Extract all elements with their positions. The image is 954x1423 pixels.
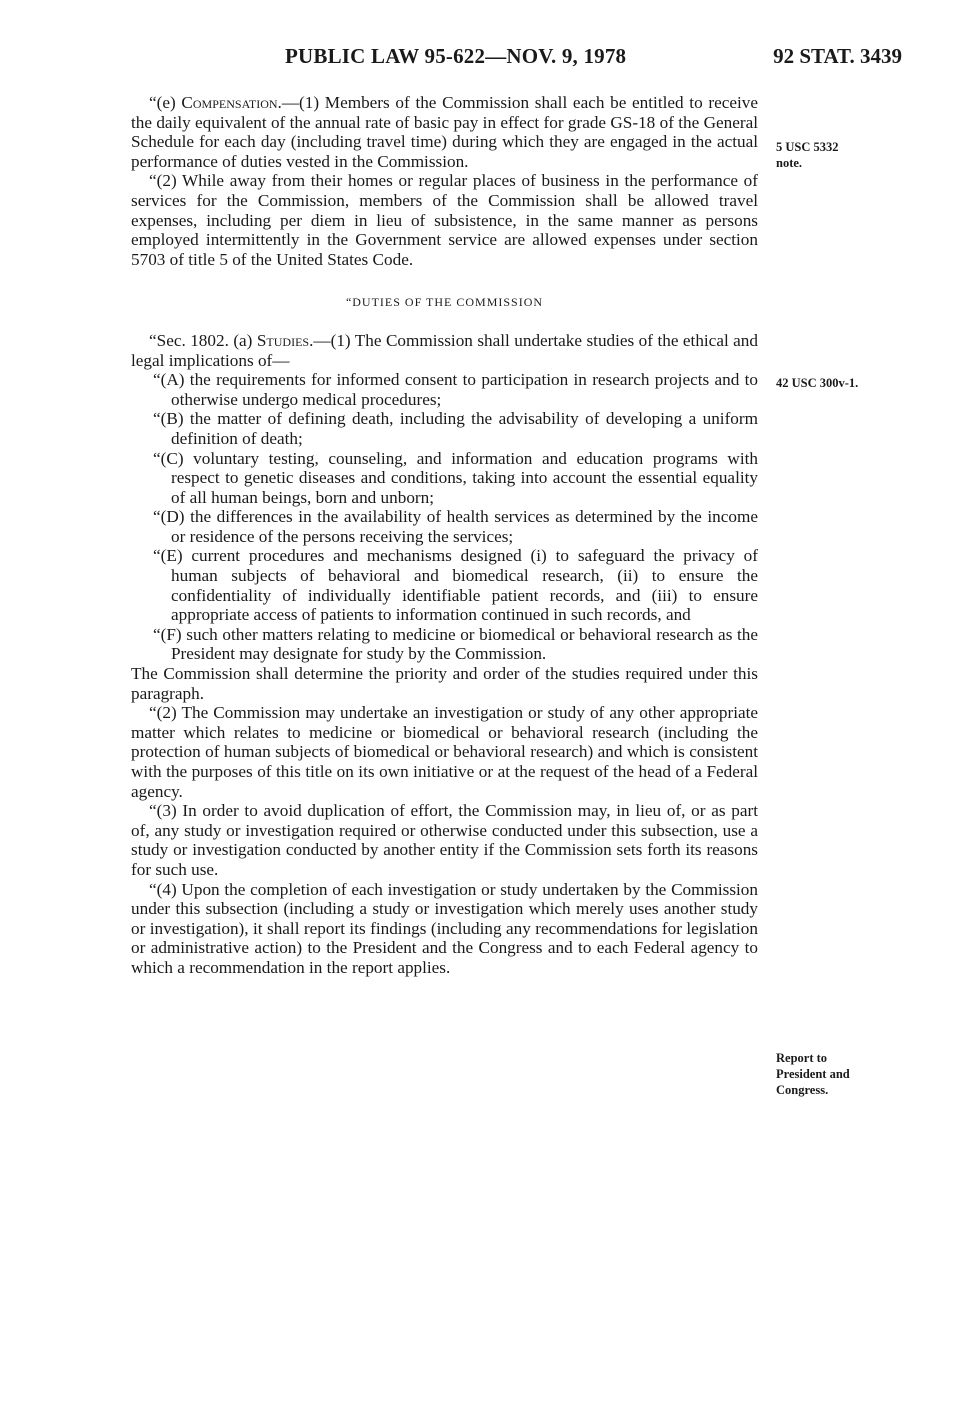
compensation-caption: Compensation.	[181, 93, 282, 112]
margin-note-citation: 42 USC 300v-1.	[776, 376, 859, 390]
margin-note-report	[776, 1050, 850, 1098]
margin-note-usc-300v	[776, 375, 858, 391]
statute-body	[131, 93, 758, 978]
priority-paragraph: The Commission shall determine the priority and order of the studies required under this paragraph.	[131, 664, 758, 703]
sec-1802-paragraph-3: “(3) In order to avoid duplication of effort, the Commission may, in lieu of, or as part of, any study or investigation required or otherwise conducted under this subsection, use a study or investigation conducted by another entity if the Commission sets forth its reasons for such use.	[131, 801, 758, 879]
study-item-c: “(C) voluntary testing, counseling, and information and education programs with respect to genetic diseases and conditions, taking into account the essential equality of all human beings, born and unborn;	[153, 448, 758, 507]
study-item-f: “(F) such other matters relating to medicine or biomedical or behavioral research as the President may designate for study by the Commission.	[153, 624, 758, 664]
study-item-e: “(E) current procedures and mechanisms designed (i) to safeguard the privacy of human subjects of behavioral and biomedical research, (ii) to ensure the confidentiality of individually identifiable patient records, and (iii) to ensure appropriate access of patients to information continued in such records, and	[153, 546, 758, 625]
margin-note-line: Report to	[776, 1051, 828, 1065]
statute-page-number: 92 STAT. 3439	[773, 44, 902, 68]
section-e-lead: “(e)	[149, 93, 182, 112]
sec-1802-text: —(1) The Commission shall undertake studies of the ethical and legal implications of—	[131, 330, 758, 370]
page-header	[0, 44, 954, 74]
duties-heading: “DUTIES OF THE COMMISSION	[345, 295, 544, 310]
study-item-a: “(A) the requirements for informed consent to participation in research projects and to otherwise undergo medical procedures;	[153, 370, 758, 409]
margin-note-line: Congress.	[776, 1083, 829, 1097]
section-e-paragraph-2: “(2) While away from their homes or regular places of business in the performance of services for the Commission, members of the Commission shall be allowed travel expenses, including per diem in lieu of subsistence, in the same manner as persons employed intermittently in the Government service are allowed expenses under section 5703 of title 5 of the United States Code.	[131, 171, 758, 269]
section-e-paragraph-1	[131, 93, 758, 171]
margin-note-line: President and	[776, 1067, 850, 1081]
sec-1802-paragraph-4: “(4) Upon the completion of each investigation or study undertaken by the Commission under this subsection (including a study or investigation which merely uses another study or investigation), it shall report its findings (including any recommendations for legislation or administrative action) to the President and the Congress and to each Federal agency to which a recommendation in the report applies.	[131, 879, 758, 977]
public-law-title: PUBLIC LAW 95-622—NOV. 9, 1978	[285, 44, 627, 68]
study-item-d: “(D) the differences in the availability of health services as determined by the income or residence of the persons receiving the services;	[153, 507, 758, 546]
margin-note-suffix: note.	[776, 156, 803, 170]
sec-1802-lead: “Sec. 1802. (a)	[149, 330, 257, 350]
margin-note-citation: 5 USC 5332	[776, 140, 839, 154]
sec-1802-paragraph-2: “(2) The Commission may undertake an investigation or study of any other appropriate matter which relates to medicine or biomedical or behavioral research (including the protection of human subjects of biomedical or behavioral research) and which is consistent with the purposes of this title on its own initiative or at the request of the head of a Federal agency.	[131, 703, 758, 801]
section-e-text: —(1) Members of the Commission shall each be entitled to receive the daily equivalent of the annual rate of basic pay in effect for grade GS-18 of the General Schedule for each day (including travel time) during which they are engaged in the actual performance of duties vested in the Commission.	[131, 93, 758, 171]
studies-caption: Studies.	[256, 330, 314, 350]
margin-note-usc-5332	[776, 139, 839, 171]
sec-1802-paragraph-1	[131, 331, 758, 370]
study-item-b: “(B) the matter of defining death, including the advisability of developing a uniform definition of death;	[153, 409, 758, 448]
